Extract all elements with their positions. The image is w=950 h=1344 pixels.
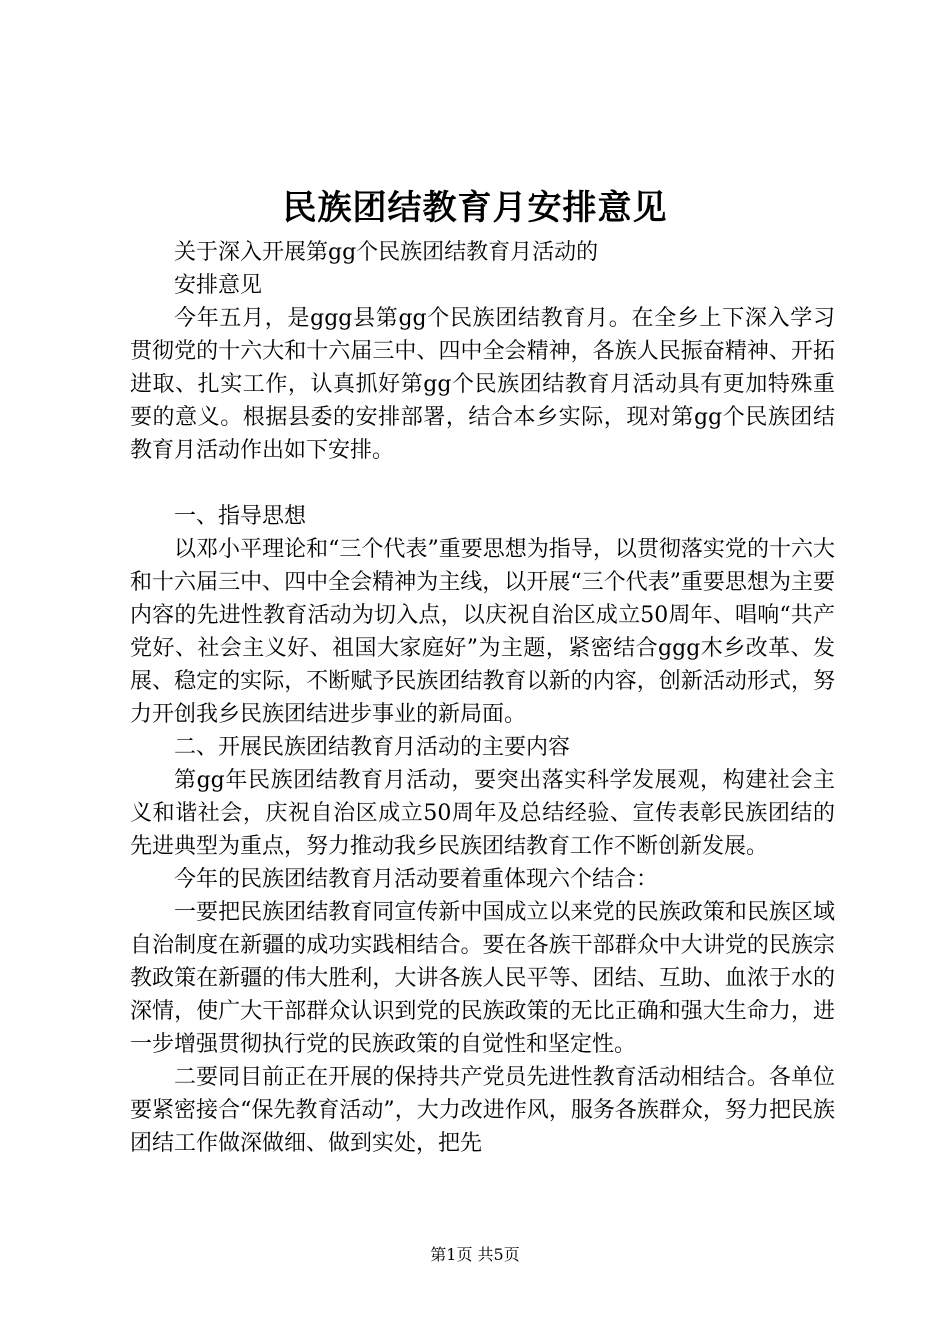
document-body <box>130 236 835 1160</box>
section-heading-guiding-thought: 一、指导思想 <box>174 504 307 529</box>
six-combinations-paragraph: 今年的民族团结教育月活动要着重体现六个结合： <box>174 867 659 892</box>
intro-paragraph: 今年五月，是ggg县第gg个民族团结教育月。在全乡上下深入学习贯彻党的十六大和十六届三中、四中全会精神，各族人民振奋精神、开拓进取、扎实工作，认真抓好第gg个民族团结教育月活动具有更加特殊重要的意义。根据县委的安排部署，结合本乡实际，现对第gg个民族团结教育月活动作出如下安排。 <box>130 306 835 463</box>
subtitle-line-1: 关于深入开展第gg个民族团结教育月活动的 <box>174 240 599 265</box>
combination-two-paragraph: 二要同目前正在开展的保持共产党员先进性教育活动相结合。各单位要紧密接合“保先教育活动”，大力改进作风，服务各族群众，努力把民族团结工作做深做细、做到实处，把先 <box>130 1065 835 1156</box>
page-footer: 第1页 共5页 <box>430 1245 520 1264</box>
combination-one-paragraph: 一要把民族团结教育同宣传新中国成立以来党的民族政策和民族区域自治制度在新疆的成功实践相结合。要在各族干部群众中大讲党的民族宗教政策在新疆的伟大胜利，大讲各族人民平等、团结、互助、血浓于水的深情，使广大干部群众认识到党的民族政策的无比正确和强大生命力，进一步增强贯彻执行党的民族政策的自觉性和坚定性。 <box>130 900 835 1057</box>
subtitle-line-2: 安排意见 <box>174 273 263 298</box>
main-content-paragraph: 第gg年民族团结教育月活动，要突出落实科学发展观，构建社会主义和谐社会，庆祝自治区成立50周年及总结经验、宣传表彰民族团结的先进典型为重点，努力推动我乡民族团结教育工作不断创新发展。 <box>130 768 835 859</box>
section-heading-main-content: 二、开展民族团结教育月活动的主要内容 <box>174 735 571 760</box>
guiding-thought-paragraph: 以邓小平理论和“三个代表”重要思想为指导，以贯彻落实党的十六大和十六届三中、四中全会精神为主线，以开展“三个代表”重要思想为主要内容的先进性教育活动为切入点，以庆祝自治区成立50周年、唱响“共产党好、社会主义好、祖国大家庭好”为主题，紧密结合ggg木乡改革、发展、稳定的实际，不断赋予民族团结教育以新的内容，创新活动形式，努力开创我乡民族团结进步事业的新局面。 <box>130 537 835 727</box>
document-title: 民族团结教育月安排意见 <box>282 188 668 228</box>
